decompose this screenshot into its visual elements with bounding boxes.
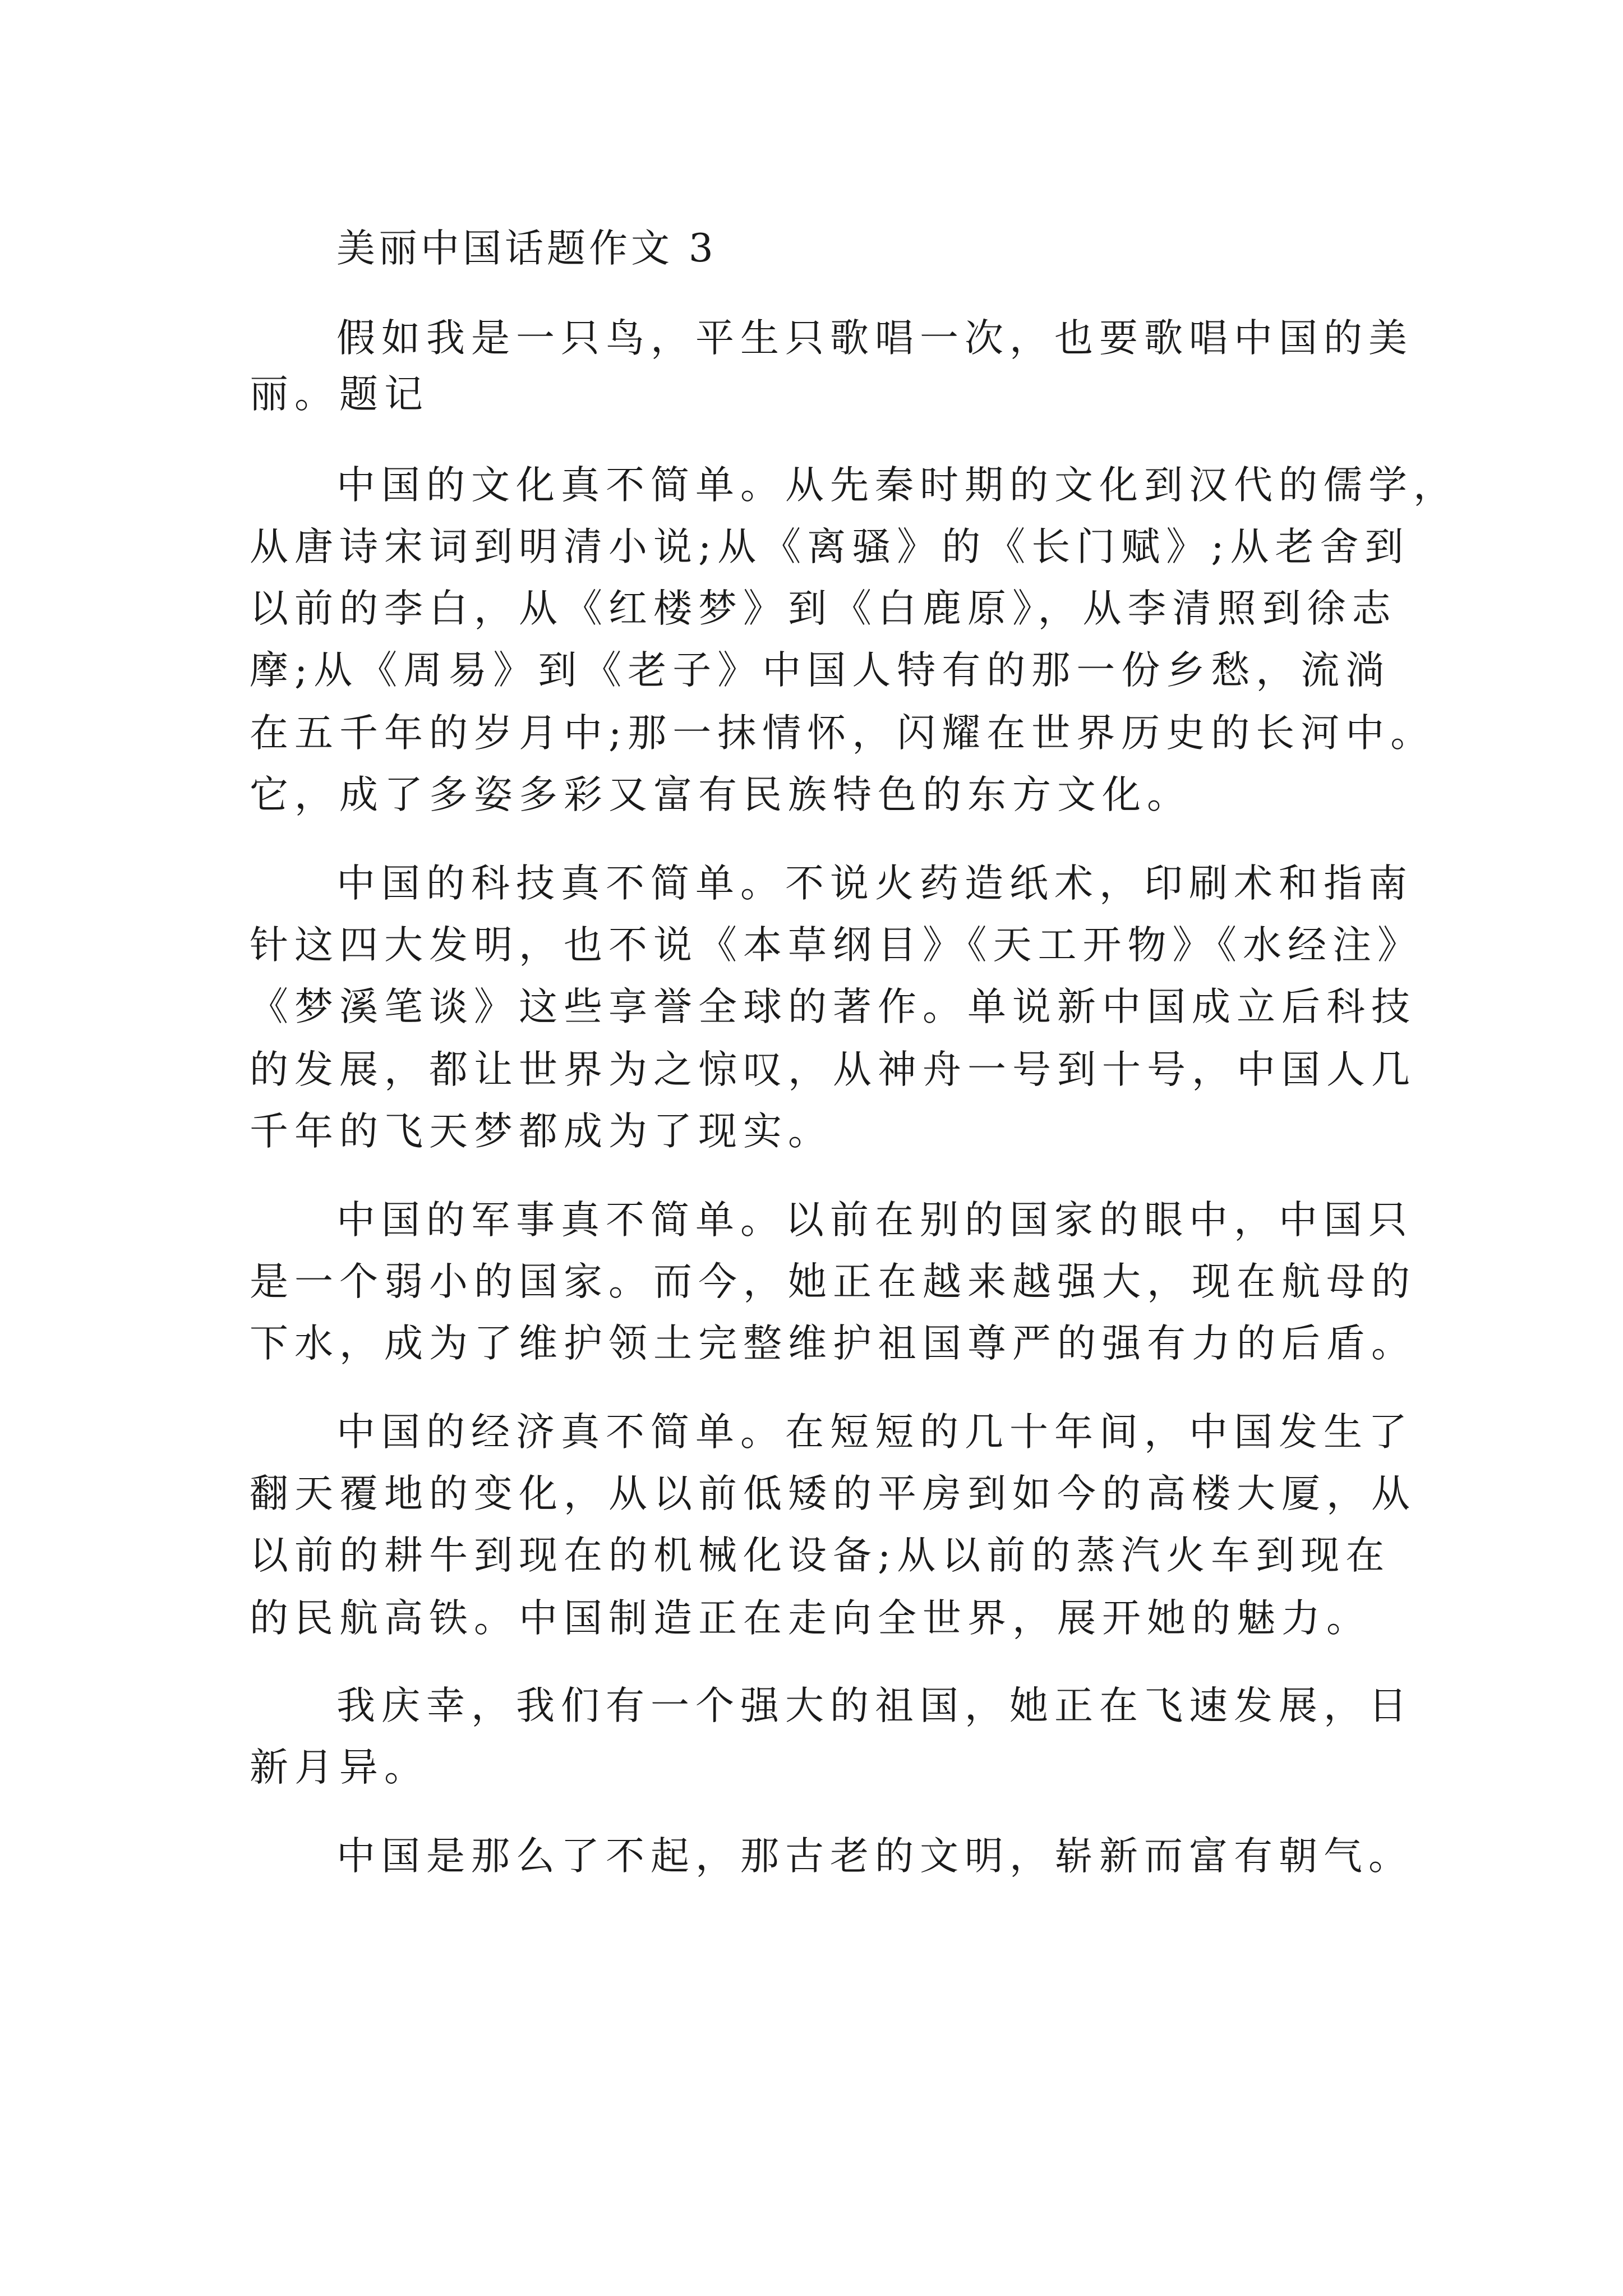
text-line: 在五千年的岁月中;那一抹情怀，闪耀在世界历史的长河中。 — [250, 711, 1436, 756]
text-line: 我庆幸，我们有一个强大的祖国，她正在飞速发展，日 — [336, 1683, 1413, 1728]
text-line: 它，成了多姿多彩又富有民族特色的东方文化。 — [250, 772, 1192, 817]
text-line: 摩;从《周易》到《老子》中国人特有的那一份乡愁，流淌 — [250, 648, 1391, 693]
text-line: 以前的李白，从《红楼梦》到《白鹿原》，从李清照到徐志 — [250, 586, 1397, 631]
text-line: 的民航高铁。中国制造正在走向全世界，展开她的魅力。 — [250, 1596, 1371, 1641]
text-line: 从唐诗宋词到明清小说;从《离骚》的《长门赋》;从老舍到 — [250, 524, 1410, 569]
text-line: 下水，成为了维护领土完整维护祖国尊严的强有力的后盾。 — [250, 1321, 1416, 1366]
text-line: 中国的文化真不简单。从先秦时期的文化到汉代的儒学， — [336, 463, 1458, 508]
document-title: 美丽中国话题作文 3 — [336, 226, 717, 271]
text-line: 以前的耕牛到现在的机械化设备;从以前的蒸汽火车到现在 — [250, 1533, 1391, 1578]
text-line: 的发展，都让世界为之惊叹，从神舟一号到十号，中国人几 — [250, 1047, 1416, 1092]
text-line: 中国是那么了不起，那古老的文明，崭新而富有朝气。 — [336, 1834, 1413, 1879]
text-line: 假如我是一只鸟，平生只歌唱一次，也要歌唱中国的美 — [336, 316, 1413, 361]
text-line: 新月异。 — [250, 1745, 429, 1790]
text-line: 中国的经济真不简单。在短短的几十年间，中国发生了 — [336, 1410, 1413, 1455]
text-line: 是一个弱小的国家。而今，她正在越来越强大，现在航母的 — [250, 1259, 1416, 1304]
text-line: 《梦溪笔谈》这些享誉全球的著作。单说新中国成立后科技 — [250, 984, 1416, 1029]
text-line: 翻天覆地的变化，从以前低矮的平房到如今的高楼大厦，从 — [250, 1471, 1416, 1516]
text-line: 中国的军事真不简单。以前在别的国家的眼中，中国只 — [336, 1198, 1413, 1243]
text-line: 千年的飞天梦都成为了现实。 — [250, 1109, 833, 1154]
text-line: 中国的科技真不简单。不说火药造纸术，印刷术和指南 — [336, 861, 1413, 906]
text-line: 针这四大发明，也不说《本草纲目》《天工开物》《水经注》 — [250, 923, 1422, 968]
text-line: 丽。题记 — [250, 372, 429, 417]
